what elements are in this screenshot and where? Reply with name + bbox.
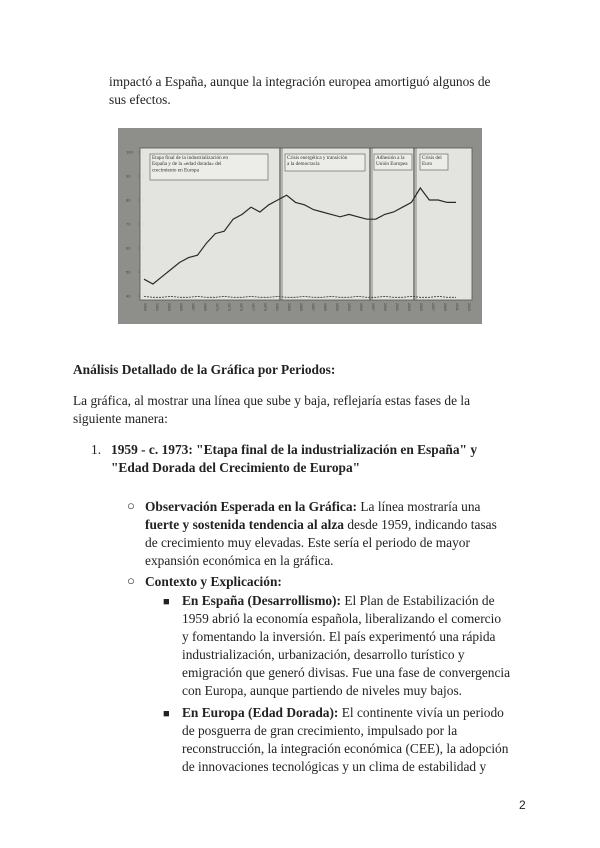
x-tick-label: 1993 (347, 303, 351, 311)
y-tick-label: 40 (126, 293, 131, 299)
panel-label-1-line-3: crecimiento en Europa (152, 167, 199, 174)
europe-line-4: de innovaciones tecnológicas y un clima de estabilidad y (182, 759, 487, 774)
sub1-line-3: de crecimiento muy elevadas. Este sería el periodo de mayor (145, 535, 470, 550)
x-tick-label: 1995 (359, 303, 363, 311)
sub1-bold: fuerte y sostenida tendencia al alza (145, 517, 344, 532)
x-tick-label: 1969 (203, 303, 207, 311)
bullet-europe (182, 704, 530, 776)
x-tick-label: 2001 (395, 303, 399, 311)
x-tick-label: 2011 (455, 303, 459, 311)
x-tick-label: 2005 (419, 303, 423, 311)
x-tick-label: 1961 (155, 303, 159, 311)
y-tick-label: 90 (126, 173, 131, 179)
square-bullet-2: ■ (163, 708, 170, 720)
x-tick-label: 1959 (143, 303, 147, 311)
x-tick-label: 1999 (383, 303, 387, 311)
y-tick-label: 70 (126, 221, 131, 227)
chart-svg (118, 128, 482, 324)
x-tick-label: 1987 (311, 303, 315, 311)
lead-line-1: La gráfica, al mostrar una línea que sube y baja, reflejaría estas fases de la (73, 393, 471, 408)
europe-label: En Europa (Edad Dorada): (182, 705, 339, 720)
y-tick-label: 100 (126, 149, 133, 155)
sub-item-observation (145, 498, 525, 570)
panel-label-3-line-2: Unión Europea (376, 161, 408, 168)
bullet-spain (182, 592, 530, 700)
x-tick-label: 1971 (215, 303, 219, 311)
x-tick-label: 2013 (467, 303, 471, 311)
y-tick-label: 80 (126, 197, 131, 203)
x-tick-label: 2003 (407, 303, 411, 311)
sub-item-context: Contexto y Explicación: (145, 574, 282, 589)
item-title-line-2: "Edad Dorada del Crecimiento de Europa" (111, 460, 361, 475)
x-tick-label: 1997 (371, 303, 375, 311)
scanned-chart-figure (118, 128, 482, 324)
europe-text-1: El continente vivía un periodo (338, 705, 504, 720)
spain-line-4: industrialización, urbanización, desarrollo turístico y (182, 647, 465, 662)
intro-line-2: sus efectos. (109, 92, 171, 107)
x-tick-label: 1983 (287, 303, 291, 311)
lead-paragraph (73, 392, 533, 428)
x-tick-label: 1977 (251, 303, 255, 311)
sub1-label: Observación Esperada en la Gráfica: (145, 499, 358, 514)
europe-line-2: de posguerra de gran crecimiento, impulsado por la (182, 723, 458, 738)
x-tick-label: 1975 (239, 303, 243, 311)
circle-bullet-1: ○ (127, 498, 135, 513)
sub1-text-2: desde 1959, indicando tasas (343, 517, 497, 532)
item-title-line-1: 1959 - c. 1973: "Etapa final de la industrialización en España" y (111, 442, 478, 457)
circle-bullet-2: ○ (127, 573, 135, 588)
europe-line-3: reconstrucción, la integración económica (CEE), la adopción (182, 741, 509, 756)
panel-label-2-line-2: a la democracia (287, 161, 320, 168)
spain-line-6: con Europa, aunque partiendo de niveles muy bajos. (182, 683, 463, 698)
section-heading: Análisis Detallado de la Gráfica por Periodos: (73, 362, 336, 377)
page-number: 2 (519, 798, 526, 812)
sub1-line-4: expansión económica en la gráfica. (145, 553, 334, 568)
panel-label-1-line-1: Etapa final de la industrialización en (152, 155, 228, 161)
sub1-text-1: La línea mostraría una (357, 499, 481, 514)
spain-text-1: El Plan de Estabilización de (340, 593, 495, 608)
x-tick-label: 1965 (179, 303, 183, 311)
y-tick-label: 50 (126, 269, 131, 275)
item-title (111, 441, 521, 477)
x-tick-label: 1991 (335, 303, 339, 311)
item-number: 1. (91, 442, 102, 457)
x-tick-label: 1979 (263, 303, 267, 311)
panel-label-4-line-2: Euro (422, 161, 433, 168)
panel-label-3-line-1: Adhesión a la (376, 155, 405, 161)
square-bullet-1: ■ (163, 596, 170, 608)
x-tick-label: 1989 (323, 303, 327, 311)
x-tick-label: 1981 (275, 303, 279, 311)
x-tick-label: 1967 (191, 303, 195, 311)
spain-line-5: emigración que generó divisas. Fue una fase de convergencia (182, 665, 511, 680)
x-tick-label: 2009 (443, 303, 447, 311)
x-tick-label: 1973 (227, 303, 231, 311)
spain-label: En España (Desarrollismo): (182, 593, 341, 608)
panel-label-1-line-2: España y de la «edad dorada» del (152, 161, 222, 168)
spain-line-3: y fomentando la inversión. El país experimentó una rápida (182, 629, 496, 644)
x-tick-label: 1985 (299, 303, 303, 311)
panel-label-4-line-1: Crisis del (422, 155, 442, 161)
x-tick-label: 1963 (167, 303, 171, 311)
lead-line-2: siguiente manera: (73, 411, 168, 426)
spain-line-2: 1959 abrió la economía española, liberalizando el comercio (182, 611, 502, 626)
intro-line-1: impactó a España, aunque la integración europea amortiguó algunos de (109, 74, 491, 89)
x-tick-label: 2007 (431, 303, 435, 311)
panel-label-2-line-1: Crisis energética y transición (287, 155, 348, 161)
intro-paragraph (109, 73, 529, 109)
y-tick-label: 60 (126, 245, 131, 251)
